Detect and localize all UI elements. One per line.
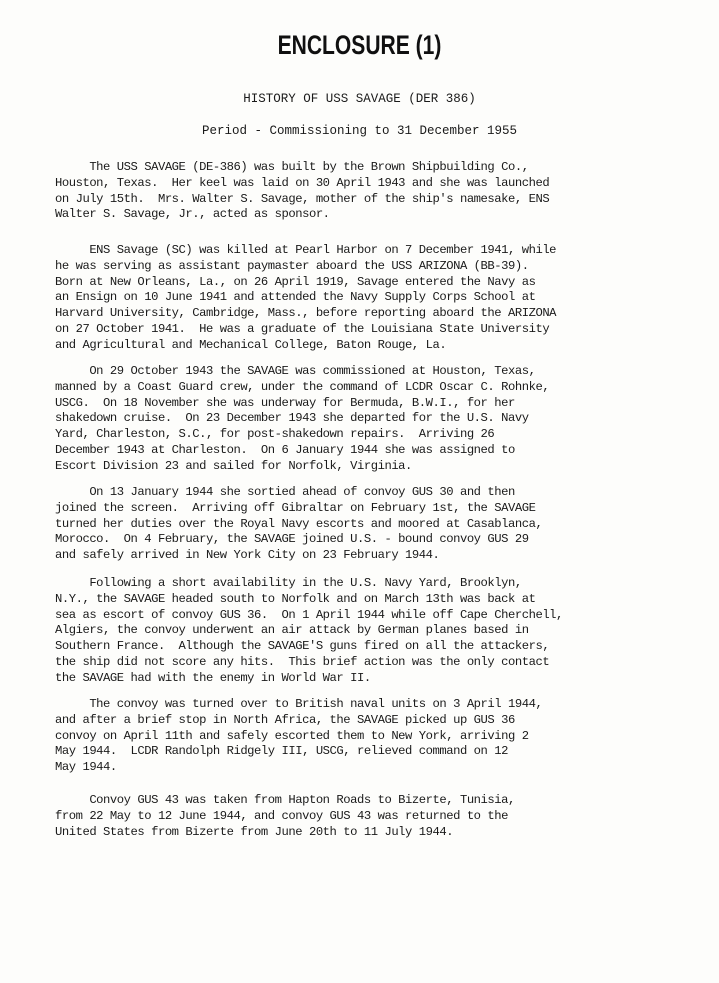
text-line: and safely arrived in New York City on 23 February 1944.: [55, 548, 440, 563]
text-line: ENS Savage (SC) was killed at Pearl Harbor on 7 December 1941, while: [55, 243, 557, 257]
text-line: United States from Bizerte from June 20th to 11 July 1944.: [55, 824, 454, 839]
text-line: manned by a Coast Guard crew, under the command of LCDR Oscar C. Rohnke,: [55, 379, 550, 394]
text-line: on 27 October 1941. He was a graduate of the Louisiana State University: [55, 321, 550, 336]
text-line: Yard, Charleston, S.C., for post-shakedown repairs. Arriving 26: [55, 427, 495, 442]
text-line: joined the screen. Arriving off Gibraltar on February 1st, the SAVAGE: [55, 500, 536, 515]
text-line: the ship did not score any hits. This brief action was the only contact: [55, 654, 550, 669]
text-line: sea as escort of convoy GUS 36. On 1 April 1944 while off Cape Cherchell,: [55, 607, 563, 622]
text-line: an Ensign on 10 June 1941 and attended the Navy Supply Corps School at: [55, 290, 536, 305]
text-line: N.Y., the SAVAGE headed south to Norfolk and on March 13th was back at: [55, 591, 536, 606]
paragraph-namesake: [55, 243, 705, 354]
text-line: On 29 October 1943 the SAVAGE was commissioned at Houston, Texas,: [55, 364, 536, 378]
paragraph-convoy-turnover: [55, 697, 705, 776]
text-line: The convoy was turned over to British naval units on 3 April 1944,: [55, 697, 543, 711]
paragraph-convoy-gus-30: [55, 485, 705, 564]
text-line: the SAVAGE had with the enemy in World War II.: [55, 670, 371, 685]
text-line: December 1943 at Charleston. On 6 January 1944 she was assigned to: [55, 442, 515, 457]
text-line: Southern France. Although the SAVAGE'S guns fired on all the attackers,: [55, 639, 550, 654]
text-line: May 1944.: [55, 760, 117, 775]
text-line: Walter S. Savage, Jr., acted as sponsor.: [55, 207, 330, 222]
text-line: shakedown cruise. On 23 December 1943 she departed for the U.S. Navy: [55, 411, 529, 426]
text-line: and after a brief stop in North Africa, the SAVAGE picked up GUS 36: [55, 712, 515, 727]
text-line: on July 15th. Mrs. Walter S. Savage, mother of the ship's namesake, ENS: [55, 191, 550, 206]
enclosure-heading: ENCLOSURE (1): [277, 30, 442, 60]
text-line: On 13 January 1944 she sortied ahead of convoy GUS 30 and then: [55, 485, 515, 499]
text-line: Houston, Texas. Her keel was laid on 30 April 1943 and she was launched: [55, 175, 550, 190]
text-line: he was serving as assistant paymaster aboard the USS ARIZONA (BB-39).: [55, 258, 529, 273]
paragraph-commissioning: [55, 364, 705, 475]
paragraph-air-attack: [55, 576, 705, 687]
history-title: HISTORY OF USS SAVAGE (DER 386): [243, 92, 476, 106]
text-line: Escort Division 23 and sailed for Norfolk, Virginia.: [55, 458, 412, 473]
text-line: May 1944. LCDR Randolph Ridgely III, USCG, relieved command on 12: [55, 744, 509, 759]
period-subtitle: Period - Commissioning to 31 December 1955: [201, 124, 518, 138]
text-line: convoy on April 11th and safely escorted them to New York, arriving 2: [55, 728, 529, 743]
text-line: and Agricultural and Mechanical College, Baton Rouge, La.: [55, 337, 447, 352]
text-line: Morocco. On 4 February, the SAVAGE joined U.S. - bound convoy GUS 29: [55, 532, 529, 547]
paragraph-convoy-gus-43: [55, 793, 705, 840]
paragraph-construction: [55, 160, 705, 223]
text-line: Convoy GUS 43 was taken from Hapton Roads to Bizerte, Tunisia,: [55, 793, 515, 807]
text-line: turned her duties over the Royal Navy escorts and moored at Casablanca,: [55, 516, 543, 531]
text-line: from 22 May to 12 June 1944, and convoy GUS 43 was returned to the: [55, 808, 509, 823]
text-line: Harvard University, Cambridge, Mass., before reporting aboard the ARIZONA: [55, 306, 557, 321]
text-line: Following a short availability in the U.S. Navy Yard, Brooklyn,: [55, 576, 522, 590]
text-line: Algiers, the convoy underwent an air attack by German planes based in: [55, 623, 529, 638]
text-line: The USS SAVAGE (DE-386) was built by the Brown Shipbuilding Co.,: [55, 160, 529, 174]
text-line: Born at New Orleans, La., on 26 April 1919, Savage entered the Navy as: [55, 274, 536, 289]
text-line: USCG. On 18 November she was underway for Bermuda, B.W.I., for her: [55, 395, 515, 410]
